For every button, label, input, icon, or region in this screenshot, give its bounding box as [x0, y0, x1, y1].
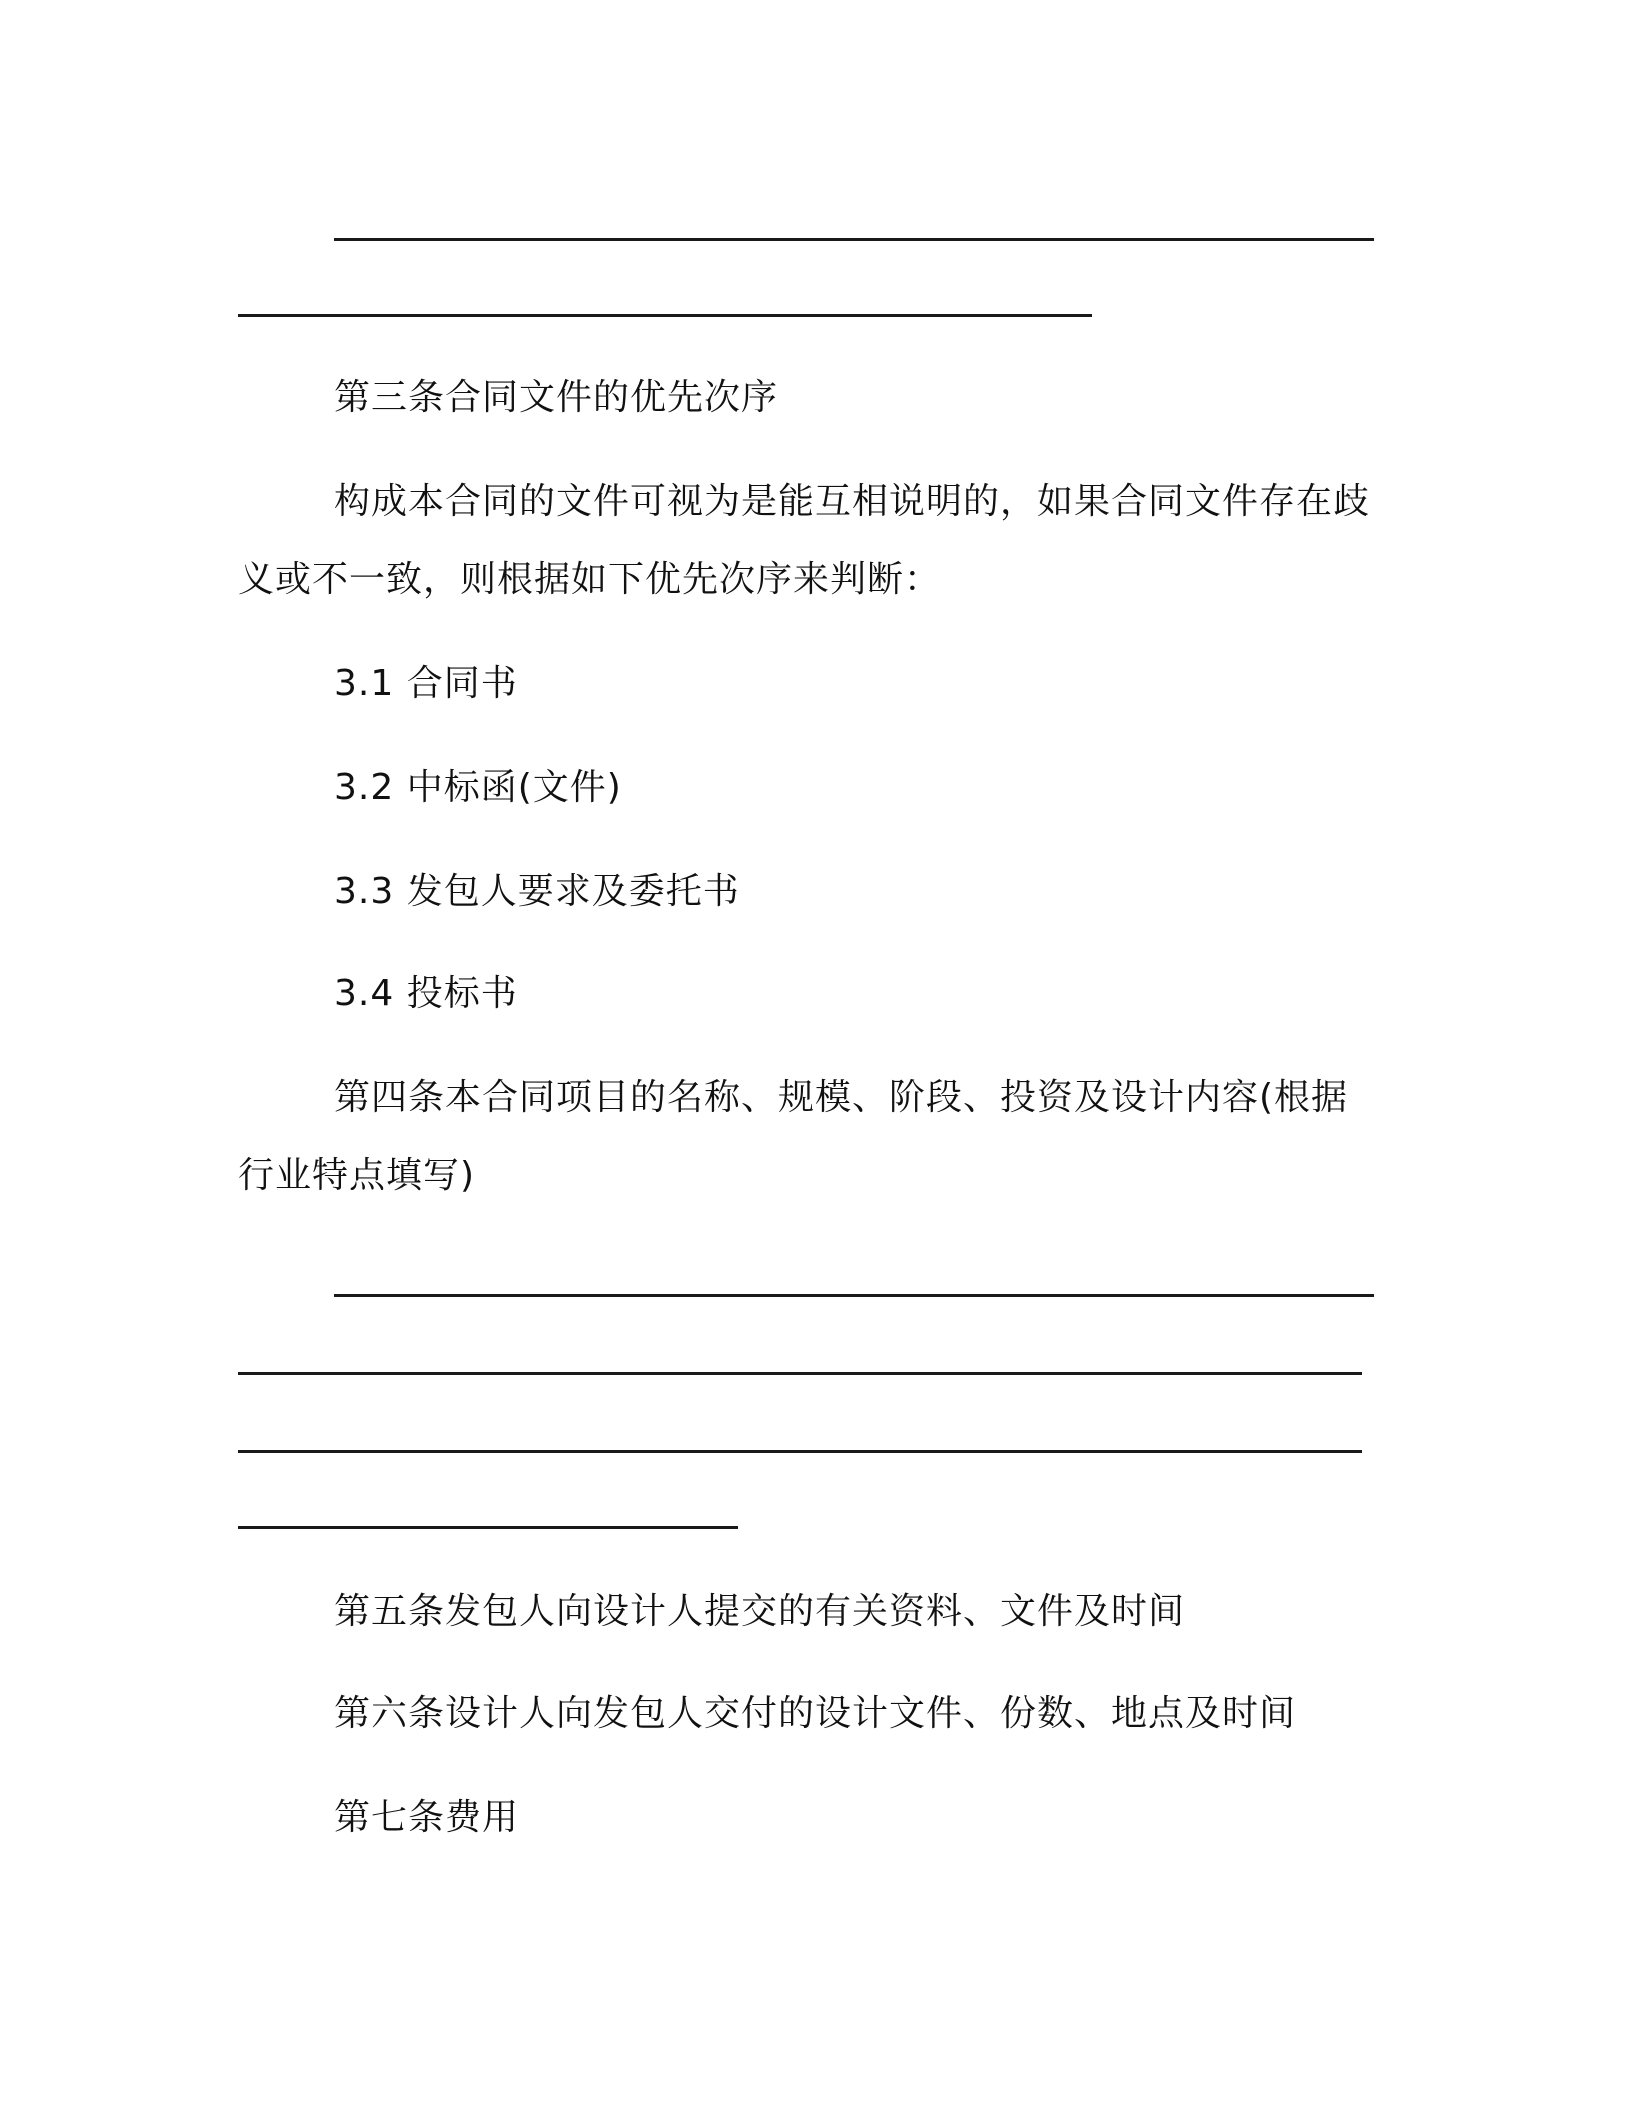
clause-3-body-line-2: 义或不一致，则根据如下优先次序来判断： — [238, 559, 942, 600]
clause-3-title: 第三条合同文件的优先次序 — [334, 377, 779, 418]
blank-line — [238, 1526, 738, 1529]
clause-3-body-line-1: 构成本合同的文件可视为是能互相说明的，如果合同文件存在歧 — [334, 481, 1371, 522]
clause-7: 第七条费用 — [334, 1797, 520, 1838]
clause-4-line-1: 第四条本合同项目的名称、规模、阶段、投资及设计内容(根据 — [334, 1077, 1349, 1118]
clause-4-line-2: 行业特点填写) — [238, 1155, 476, 1196]
blank-line — [238, 314, 1092, 317]
clause-5: 第五条发包人向设计人提交的有关资料、文件及时间 — [334, 1591, 1186, 1632]
clause-3-item: 3.4 投标书 — [334, 973, 518, 1014]
clause-3-item: 3.1 合同书 — [334, 663, 518, 704]
clause-6: 第六条设计人向发包人交付的设计文件、份数、地点及时间 — [334, 1693, 1297, 1734]
blank-line — [334, 238, 1374, 241]
clause-3-item: 3.2 中标函(文件) — [334, 767, 622, 808]
blank-line — [238, 1450, 1362, 1453]
clause-3-item: 3.3 发包人要求及委托书 — [334, 871, 740, 912]
blank-line — [238, 1372, 1362, 1375]
blank-line — [334, 1294, 1374, 1297]
